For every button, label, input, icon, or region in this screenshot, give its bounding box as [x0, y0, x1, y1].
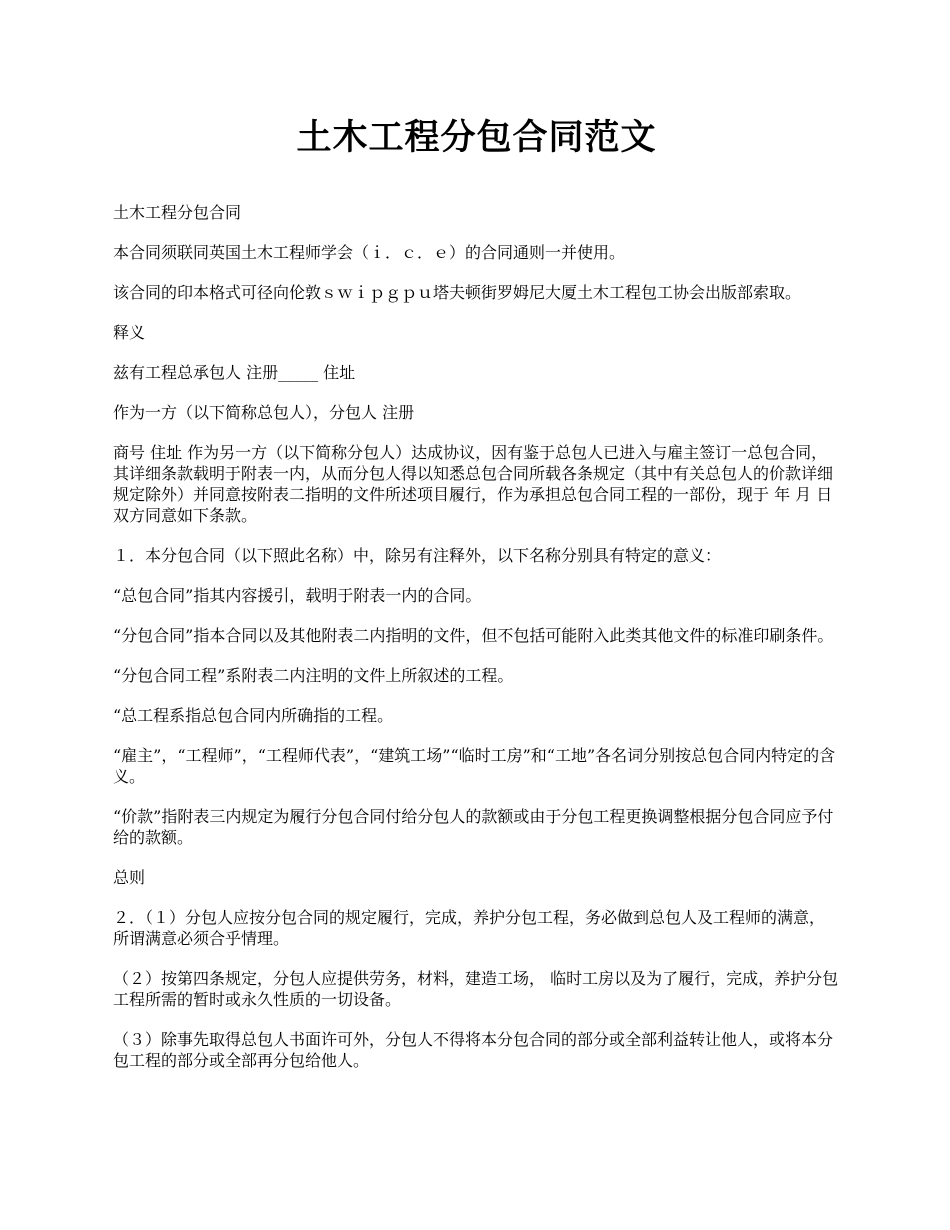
document-paragraph: 作为一方（以下简称总包人），分包人 注册 — [113, 403, 415, 422]
document-paragraph: 总则 — [113, 868, 146, 887]
document-paragraph: “雇主”，“工程师”，“工程师代表”，“建筑工场”“临时工房”和“工地”各名词分别按总包合同内特定的含义。 — [113, 746, 836, 786]
document-body — [113, 202, 840, 1071]
document-paragraph: “价款”指附表三内规定为履行分包合同付给分包人的款额或由于分包工程更换调整根据分包合同应予付给的款额。 — [113, 807, 834, 847]
document-paragraph: “分包合同工程”系附表二内注明的文件上所叙述的工程。 — [113, 666, 514, 685]
document-paragraph: 兹有工程总承包人 注册_____ 住址 — [113, 363, 356, 382]
document-paragraph: 该合同的印本格式可径向伦敦ｓｗｉｐｇｐｕ塔夫顿街罗姆尼大厦土木工程包工协会出版部索取。 — [113, 283, 802, 302]
document-paragraph: “总包合同”指其内容援引，载明于附表一内的合同。 — [113, 586, 482, 605]
document-paragraph: 本合同须联同英国土木工程师学会（ｉ．ｃ．ｅ）的合同通则一并使用。 — [113, 243, 626, 262]
document-paragraph: “分包合同”指本合同以及其他附表二内指明的文件，但不包括可能附入此类其他文件的标准印刷条件。 — [113, 626, 834, 645]
document-paragraph: ２．（１）分包人应按分包合同的规定履行，完成，养护分包工程，务必做到总包人及工程师的满意，所谓满意必须合乎情理。 — [113, 908, 826, 948]
document-paragraph: １．本分包合同（以下照此名称）中，除另有注释外，以下名称分别具有特定的意义： — [113, 546, 722, 565]
document-paragraph: （２）按第四条规定，分包人应提供劳务，材料，建造工场， 临时工房以及为了履行，完成，养护分包工程所需的暂时或永久性质的一切设备。 — [113, 969, 839, 1009]
document-paragraph: 释义 — [113, 323, 146, 342]
document-paragraph: （３）除事先取得总包人书面许可外，分包人不得将本分包合同的部分或全部利益转让他人，或将本分包工程的部分或全部再分包给他人。 — [113, 1030, 834, 1070]
document-paragraph: 土木工程分包合同 — [113, 203, 242, 222]
document-paragraph: “总工程系指总包合同内所确指的工程。 — [113, 706, 394, 725]
document-paragraph: 商号 住址 作为另一方（以下简称分包人）达成协议，因有鉴于总包人已进入与雇主签订一总包合同，其详细条款载明于附表一内，从而分包人得以知悉总包合同所载各条规定（其中有关总包人的价款详细规定除外）并同意按附表二指明的文件所述项目履行，作为承担总包合同工程的一部份，现于 年 月 日双方同意如下条款。 — [113, 443, 834, 525]
document-title: 土木工程分包合同范文 — [296, 117, 657, 158]
